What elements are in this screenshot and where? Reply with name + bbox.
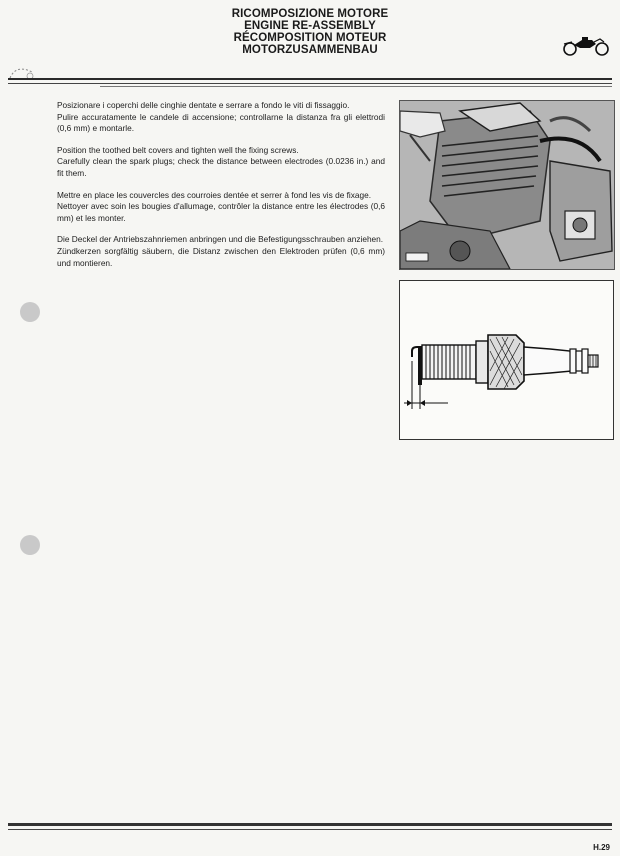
- spark-plug-diagram: [399, 280, 614, 440]
- engine-photo-drawing: [400, 101, 614, 269]
- page-number: H.29: [593, 843, 610, 852]
- paragraph-french: Mettre en place les couvercles des courroies dentée et serrer à fond les vis de fixage. Nettoyer avec soin les bougies d'allumage, contrôler la distance entre les électrodes (0,6 mm) et les monter.: [57, 189, 385, 223]
- header-rule-thin: [8, 83, 612, 84]
- binder-hole: [20, 535, 40, 555]
- paragraph-italian: Posizionare i coperchi delle cinghie dentate e serrare a fondo le viti di fissaggio. Pulire accuratamente le candele di accensione; controllarne la distanza fra gli elettrodi (0,6 mm) e montarle.: [57, 100, 385, 134]
- paragraph-english: Position the toothed belt covers and tighten well the fixing screws. Carefully clean the spark plugs; check the distance between electrodes (0.0236 in.) and fit them.: [57, 144, 385, 178]
- header-titles: [160, 8, 460, 56]
- header-rule: [8, 78, 612, 80]
- title-german: MOTORZUSAMMENBAU: [242, 44, 378, 56]
- paragraph-german: Die Deckel der Antriebszahnriemen anbringen und die Befestigungsschrauben anziehen. Zündkerzen sorgfältig säubern, die Distanz zwischen den Elektroden prüfen (0,6 mm) und montieren.: [57, 234, 385, 268]
- title-italian: RICOMPOSIZIONE MOTORE: [231, 8, 389, 20]
- title-english: ENGINE RE-ASSEMBLY: [244, 20, 376, 32]
- spark-plug-drawing: [400, 281, 613, 439]
- binder-hole: [20, 302, 40, 322]
- instructions-text: [57, 100, 385, 279]
- footer-rule-thin: [8, 829, 612, 830]
- title-french: RÉCOMPOSITION MOTEUR: [233, 32, 387, 44]
- engine-photo: [399, 100, 615, 270]
- motorcycle-icon: [560, 34, 612, 58]
- header-rule-thin: [100, 86, 612, 87]
- footer-rule: [8, 823, 612, 826]
- corner-mark-icon: [6, 62, 38, 84]
